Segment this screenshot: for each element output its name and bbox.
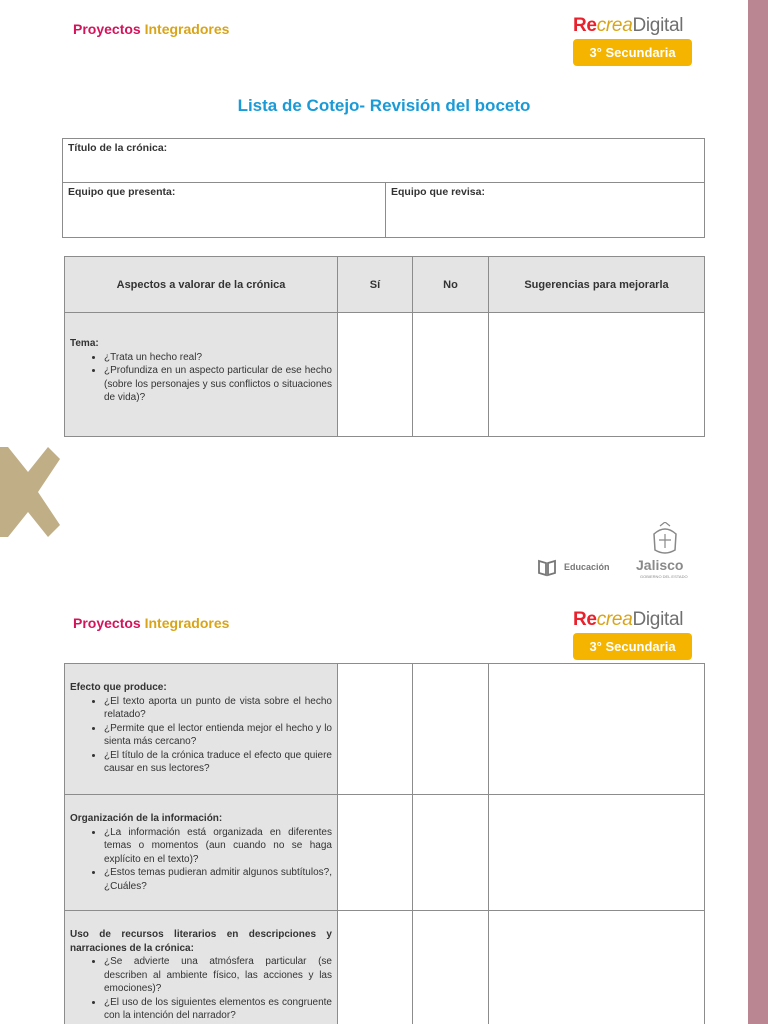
brand-title	[73, 615, 229, 631]
brand-part2: Integradores	[144, 21, 230, 37]
revisa-label: Equipo que revisa:	[391, 186, 485, 198]
aspect-item: • ¿Permite que el lector entienda mejor el hecho y lo sienta más cercano?	[104, 722, 332, 749]
aspect-heading: Organización de la información:	[70, 813, 223, 824]
evaluation-table-continued	[64, 663, 705, 1024]
info-table	[62, 138, 705, 238]
aspect-item: • ¿El texto aporta un punto de vista sobre el hecho relatado?	[104, 695, 332, 722]
aspect-cell-recursos	[65, 911, 338, 1024]
aspect-item: • ¿Trata un hecho real?	[104, 351, 332, 365]
aspect-item: • ¿El uso de los siguientes elementos es congruente con la intención del narrador?	[104, 996, 332, 1023]
x-mark-decoration	[0, 447, 60, 537]
jalisco-seal-icon	[648, 522, 682, 556]
col-aspectos: Aspectos a valorar de la crónica	[65, 257, 338, 313]
aspect-heading: Tema:	[70, 338, 99, 349]
no-cell[interactable]	[413, 911, 489, 1024]
logo-text: RecreaDigital	[573, 609, 684, 630]
titulo-label: Título de la crónica:	[68, 142, 168, 154]
presenta-cell[interactable]	[63, 183, 386, 238]
no-cell[interactable]	[413, 795, 489, 911]
brand-part1: Proyectos	[73, 615, 141, 631]
si-cell[interactable]	[338, 313, 413, 437]
sugerencias-cell[interactable]	[489, 795, 705, 911]
document-title: Lista de Cotejo- Revisión del boceto	[237, 96, 531, 115]
footer-logos	[537, 522, 707, 582]
si-cell[interactable]	[338, 664, 413, 795]
si-cell[interactable]	[338, 795, 413, 911]
aspect-item: • ¿Estos temas pudieran admitir algunos subtítulos?, ¿Cuáles?	[104, 866, 332, 893]
titulo-cell[interactable]	[63, 139, 705, 183]
sugerencias-cell[interactable]	[489, 664, 705, 795]
col-si: Sí	[338, 257, 413, 313]
gobierno-label: GOBIERNO DEL ESTADO	[640, 574, 688, 579]
grade-badge: 3° Secundaria	[573, 39, 692, 66]
no-cell[interactable]	[413, 313, 489, 437]
aspect-item: • ¿Profundiza en un aspecto particular de ese hecho (sobre los personajes y sus conflictos o situaciones de vida)?	[104, 364, 332, 405]
recrea-digital-logo	[573, 15, 697, 66]
aspect-heading: Uso de recursos literarios en descripciones y narraciones de la crónica:	[70, 929, 332, 954]
aspect-cell-efecto	[65, 664, 338, 795]
col-sugerencias: Sugerencias para mejorarla	[489, 257, 705, 313]
aspect-cell-tema	[65, 313, 338, 437]
sugerencias-cell[interactable]	[489, 313, 705, 437]
side-accent-bar	[748, 0, 768, 1024]
brand-part1: Proyectos	[73, 21, 141, 37]
sugerencias-cell[interactable]	[489, 911, 705, 1024]
revisa-cell[interactable]	[386, 183, 705, 238]
aspect-item: • ¿El título de la crónica traduce el efecto que quiere causar en sus lectores?	[104, 749, 332, 776]
logo-text: RecreaDigital	[573, 15, 684, 36]
presenta-label: Equipo que presenta:	[68, 186, 176, 198]
evaluation-table	[64, 256, 705, 437]
col-no: No	[413, 257, 489, 313]
aspect-item: • ¿La información está organizada en diferentes temas o momentos (aun cuando no se haga explícito en el texto)?	[104, 826, 332, 867]
si-cell[interactable]	[338, 911, 413, 1024]
brand-part2: Integradores	[144, 615, 230, 631]
brand-title	[73, 21, 229, 37]
educacion-label: Educación	[564, 562, 610, 572]
grade-badge: 3° Secundaria	[573, 633, 692, 660]
aspect-item: • ¿Se advierte una atmósfera particular (se describen al ambiente físico, las acciones y las emociones)?	[104, 955, 332, 996]
jalisco-label: Jalisco	[636, 557, 684, 573]
no-cell[interactable]	[413, 664, 489, 795]
recrea-digital-logo	[573, 609, 697, 660]
aspect-heading: Efecto que produce:	[70, 682, 167, 693]
aspect-cell-organizacion	[65, 795, 338, 911]
book-icon	[537, 557, 557, 577]
